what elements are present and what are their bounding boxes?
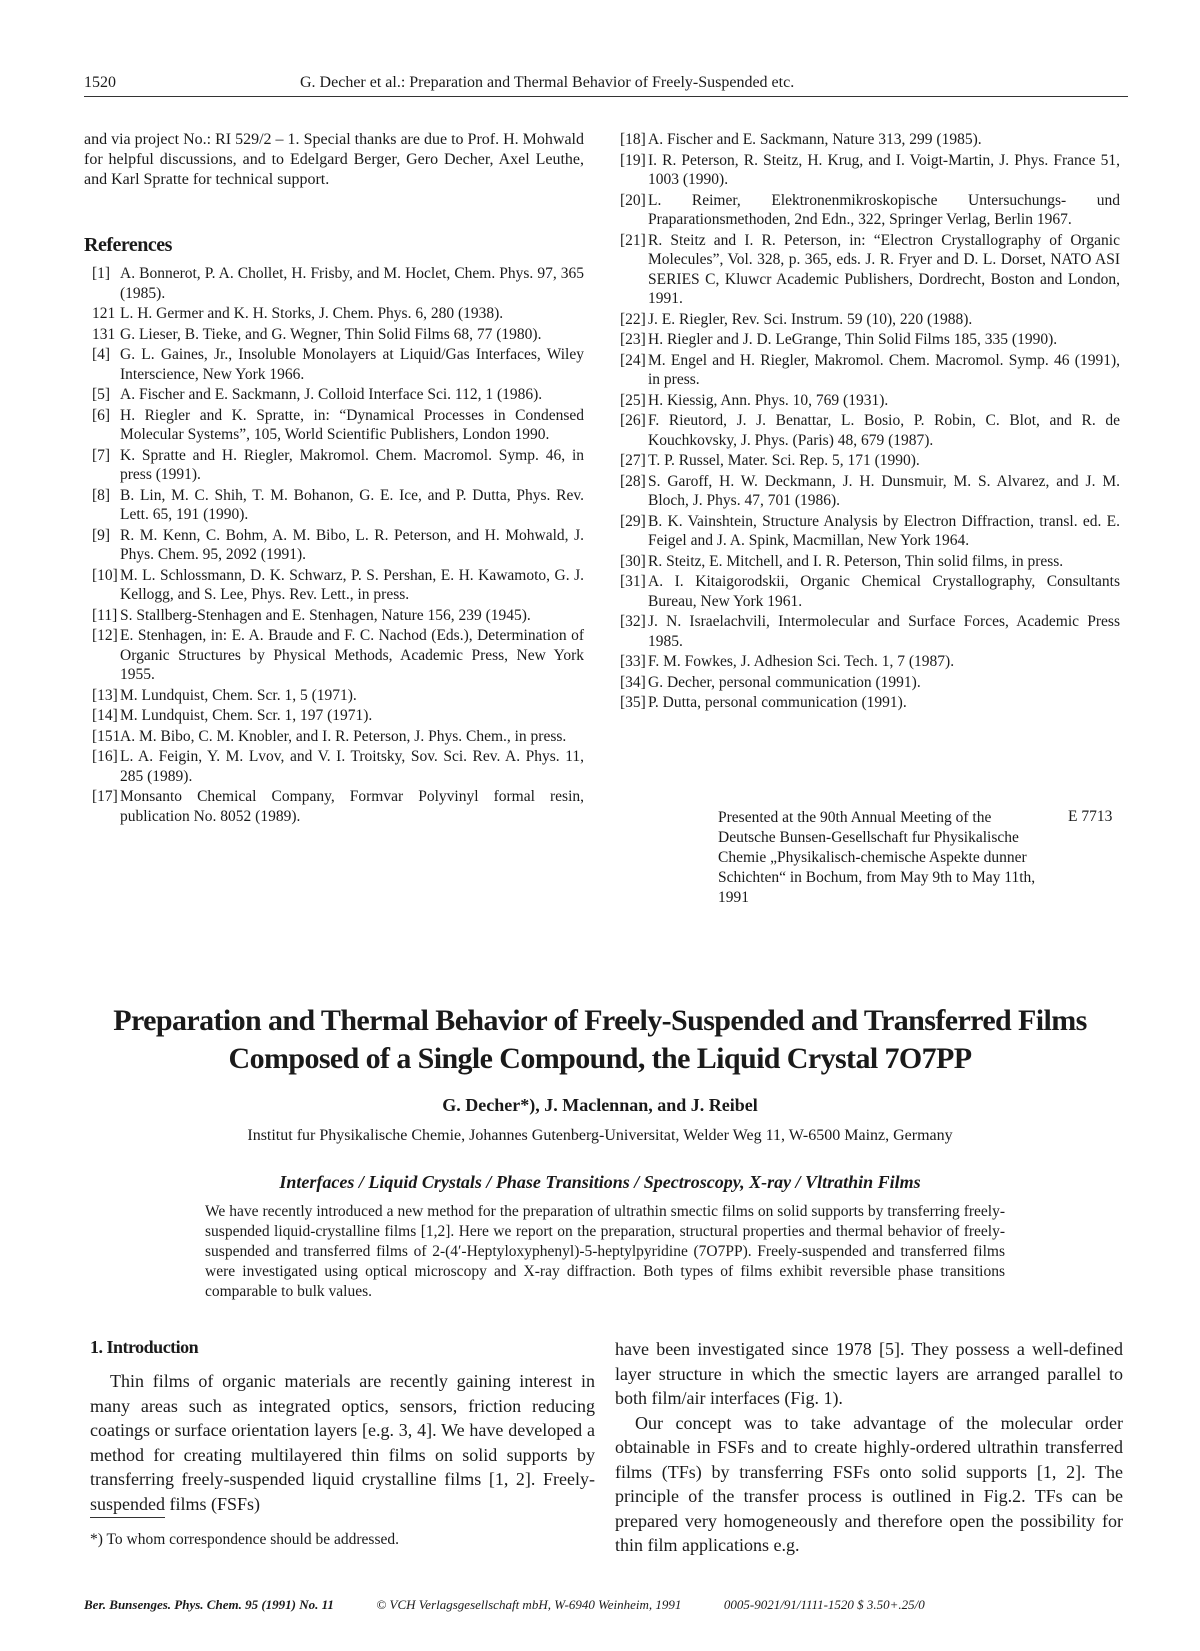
reference-item	[612, 572, 1120, 611]
reference-text: R. Steitz, E. Mitchell, and I. R. Peterson, Thin solid films, in press.	[648, 552, 1064, 570]
reference-number: [9]	[92, 526, 111, 544]
reference-item	[84, 686, 584, 706]
reference-item	[612, 191, 1120, 230]
reference-item	[612, 472, 1120, 511]
reference-item	[84, 385, 584, 405]
reference-text: M. Lundquist, Chem. Scr. 1, 197 (1971).	[120, 707, 373, 724]
reference-number: [13]	[92, 686, 118, 704]
reference-item	[84, 747, 584, 786]
reference-item	[84, 727, 584, 747]
footnote: *) To whom correspondence should be addressed.	[90, 1531, 399, 1548]
reference-item	[84, 325, 584, 345]
reference-item	[84, 606, 584, 626]
page-footer	[84, 1597, 925, 1613]
acknowledgement: and via project No.: RI 529/2 – 1. Special thanks are due to Prof. H. Mohwald for helpful discussions, and to Edelgard Berger, Gero Decher, Axel Leuthe, and Karl Spratte for technical support.	[84, 131, 584, 188]
reference-text: S. Stallberg-Stenhagen and E. Stenhagen, Nature 156, 239 (1945).	[120, 606, 531, 624]
reference-number: [5]	[92, 386, 111, 403]
page-number: 1520	[84, 74, 116, 91]
reference-text: L. H. Germer and K. H. Storks, J. Chem. Phys. 6, 280 (1938).	[120, 305, 504, 322]
reference-number: [14]	[92, 707, 118, 724]
reference-text: F. M. Fowkes, J. Adhesion Sci. Tech. 1, 7 (1987).	[648, 653, 955, 670]
reference-item	[612, 451, 1120, 471]
references-left	[84, 264, 584, 827]
reference-number: [32]	[620, 613, 646, 630]
reference-item	[612, 693, 1120, 713]
reference-item	[612, 652, 1120, 672]
reference-item	[612, 552, 1120, 572]
reference-number: [4]	[92, 346, 111, 363]
reference-text: S. Garoff, H. W. Deckmann, J. H. Dunsmuir, M. S. Alvarez, and J. M. Bloch, J. Phys. 47, 701 (1986).	[648, 472, 1120, 509]
article-title-line2: Composed of a Single Compound, the Liquid Crystal 7O7PP	[228, 1042, 972, 1075]
reference-item	[612, 351, 1120, 390]
reference-item	[84, 345, 584, 384]
reference-number: [10]	[92, 566, 118, 584]
reference-number: [20]	[620, 191, 646, 209]
reference-number: [11]	[92, 606, 118, 624]
reference-number: [17]	[92, 788, 118, 805]
intro-left-paragraph: Thin films of organic materials are recently gaining interest in many areas such as integrated optics, sensors, friction reducing coatings or surface orientation layers [e.g. 3, 4]. We have developed a method for creating multilayered thin films on solid supports by transferring freely-suspended liquid crystalline films [1, 2]. Freely-suspended films (FSFs)	[90, 1371, 595, 1514]
reference-item	[612, 231, 1120, 309]
reference-number: 131	[92, 325, 116, 343]
reference-number: [7]	[92, 446, 111, 464]
reference-number: [25]	[620, 391, 646, 409]
reference-number: [21]	[620, 231, 646, 249]
reference-text: A. M. Bibo, C. M. Knobler, and I. R. Peterson, J. Phys. Chem., in press.	[120, 727, 567, 745]
reference-text: M. Engel and H. Riegler, Makromol. Chem. Macromol. Symp. 46 (1991), in press.	[648, 351, 1120, 388]
reference-item	[84, 566, 584, 605]
affiliation: Institut fur Physikalische Chemie, Johannes Gutenberg-Universitat, Welder Weg 11, W-6500 Mainz, Germany	[247, 1127, 953, 1144]
reference-text: H. Riegler and K. Spratte, in: “Dynamical Processes in Condensed Molecular Systems”, 105, World Scientific Publishers, London 1990.	[120, 406, 584, 443]
reference-text: H. Riegler and J. D. LeGrange, Thin Solid Films 185, 335 (1990).	[648, 331, 1058, 348]
reference-text: M. L. Schlossmann, D. K. Schwarz, P. S. Pershan, E. H. Kawamoto, G. J. Kellogg, and S. Lee, Phys. Rev. Lett., in press.	[120, 566, 584, 603]
reference-number: [6]	[92, 406, 111, 424]
reference-number: [30]	[620, 552, 646, 570]
reference-text: T. P. Russel, Mater. Sci. Rep. 5, 171 (1990).	[648, 452, 920, 469]
reference-number: [33]	[620, 653, 646, 670]
reference-text: G. L. Gaines, Jr., Insoluble Monolayers at Liquid/Gas Interfaces, Wiley Interscience, New York 1966.	[120, 346, 584, 383]
reference-item	[84, 787, 584, 826]
reference-item	[84, 706, 584, 726]
reference-text: M. Lundquist, Chem. Scr. 1, 5 (1971).	[120, 686, 357, 704]
presented-code: E 7713	[1068, 808, 1113, 825]
article-title	[60, 1002, 1140, 1078]
reference-number: 121	[92, 305, 116, 322]
reference-text: A. I. Kitaigorodskii, Organic Chemical Crystallography, Consultants Bureau, New York 1961.	[648, 573, 1120, 610]
reference-number: [151	[92, 727, 121, 745]
reference-text: A. Fischer and E. Sackmann, J. Colloid Interface Sci. 112, 1 (1986).	[120, 386, 543, 403]
reference-text: A. Fischer and E. Sackmann, Nature 313, 299 (1985).	[648, 131, 982, 148]
reference-item	[612, 391, 1120, 411]
abstract: We have recently introduced a new method for the preparation of ultrathin smectic films on solid supports by transferring freely-suspended liquid-crystalline films [1,2]. Here we report on the preparation, structural properties and thermal behavior of freely-suspended and transferred films of 2-(4′-Heptyloxyphenyl)-5-heptylpyridine (7O7PP). Freely-suspended and transferred films were investigated using optical microscopy and X-ray diffraction. Both types of films exhibit reversible phase transitions comparable to bulk values.	[205, 1203, 1005, 1300]
reference-number: [1]	[92, 265, 111, 282]
footnote-rule	[90, 1517, 165, 1518]
reference-item	[612, 130, 1120, 150]
reference-number: [16]	[92, 748, 118, 765]
reference-item	[612, 512, 1120, 551]
footer-copyright: © VCH Verlagsgesellschaft mbH, W-6940 Weinheim, 1991	[376, 1597, 682, 1612]
reference-text: E. Stenhagen, in: E. A. Braude and F. C. Nachod (Eds.), Determination of Organic Structures by Physical Methods, Academic Press, New York 1955.	[120, 627, 584, 683]
references-right	[612, 130, 1120, 714]
reference-item	[84, 626, 584, 685]
reference-text: L. Reimer, Elektronenmikroskopische Untersuchungs- und Praparationsmethoden, 2nd Edn., 322, Springer Verlag, Berlin 1967.	[648, 191, 1120, 228]
reference-text: R. M. Kenn, C. Bohm, A. M. Bibo, L. R. Peterson, and H. Mohwald, J. Phys. Chem. 95, 2092 (1991).	[120, 526, 584, 563]
reference-item	[84, 486, 584, 525]
header-rule	[84, 96, 1128, 97]
reference-number: [8]	[92, 486, 111, 504]
footer-code: 0005-9021/91/1111-1520 $ 3.50+.25/0	[723, 1597, 925, 1612]
intro-right-paragraph-1: have been investigated since 1978 [5]. They possess a well-defined layer structure in which the smectic layers are arranged parallel to both film/air interfaces (Fig. 1).	[615, 1339, 1123, 1408]
references-heading: References	[84, 234, 172, 256]
running-head: G. Decher et al.: Preparation and Thermal Behavior of Freely-Suspended etc.	[300, 74, 795, 91]
reference-text: H. Kiessig, Ann. Phys. 10, 769 (1931).	[648, 391, 889, 409]
reference-number: [18]	[620, 131, 646, 148]
reference-text: G. Lieser, B. Tieke, and G. Wegner, Thin Solid Films 68, 77 (1980).	[120, 325, 542, 343]
intro-right-paragraph-2: Our concept was to take advantage of the molecular order obtainable in FSFs and to create highly-ordered ultrathin transferred films (TFs) by transferring FSFs onto solid supports [1, 2]. The principle of the transfer process is outlined in Fig.2. TFs can be prepared very homogeneously and therefore open the possibility for thin film applications e.g.	[615, 1412, 1123, 1555]
section-heading: 1. Introduction	[90, 1337, 199, 1357]
reference-number: [23]	[620, 331, 646, 348]
reference-text: P. Dutta, personal communication (1991).	[648, 694, 907, 711]
reference-item	[612, 151, 1120, 190]
presented-note: Presented at the 90th Annual Meeting of the Deutsche Bunsen-Gesellschaft fur Physikalische Chemie „Physikalisch-chemische Aspekte dunner Schichten“ in Bochum, from May 9th to May 11th, 1991	[718, 809, 1036, 906]
reference-number: [27]	[620, 452, 646, 469]
reference-number: [22]	[620, 310, 646, 328]
reference-text: J. N. Israelachvili, Intermolecular and Surface Forces, Academic Press 1985.	[648, 613, 1120, 650]
reference-number: [26]	[620, 412, 646, 429]
reference-number: [34]	[620, 673, 646, 691]
reference-text: B. Lin, M. C. Shih, T. M. Bohanon, G. E. Ice, and P. Dutta, Phys. Rev. Lett. 65, 191 (1990).	[120, 486, 584, 523]
footer-journal: Ber. Bunsenges. Phys. Chem. 95 (1991) No. 11	[84, 1597, 334, 1612]
reference-number: [35]	[620, 694, 646, 711]
reference-item	[84, 304, 584, 324]
reference-number: [12]	[92, 627, 118, 644]
reference-text: F. Rieutord, J. J. Benattar, L. Bosio, P. Robin, C. Blot, and R. de Kouchkovsky, J. Phys. (Paris) 48, 679 (1987).	[648, 412, 1120, 449]
reference-item	[612, 330, 1120, 350]
reference-item	[612, 673, 1120, 693]
reference-number: [19]	[620, 151, 646, 169]
reference-text: G. Decher, personal communication (1991).	[648, 673, 921, 691]
reference-item	[612, 310, 1120, 330]
reference-text: B. K. Vainshtein, Structure Analysis by Electron Diffraction, transl. ed. E. Feigel and J. A. Spink, Macmillan, New York 1964.	[648, 512, 1120, 549]
authors: G. Decher*), J. Maclennan, and J. Reibel	[442, 1095, 758, 1115]
reference-item	[84, 446, 584, 485]
reference-item	[84, 526, 584, 565]
article-title-line1: Preparation and Thermal Behavior of Freely-Suspended and Transferred Films	[113, 1004, 1087, 1037]
reference-number: [28]	[620, 472, 646, 490]
reference-text: Monsanto Chemical Company, Formvar Polyvinyl formal resin, publication No. 8052 (1989).	[120, 788, 584, 825]
reference-item	[612, 411, 1120, 450]
reference-text: L. A. Feigin, Y. M. Lvov, and V. I. Troitsky, Sov. Sci. Rev. A. Phys. 11, 285 (1989).	[120, 748, 584, 785]
reference-number: [31]	[620, 573, 646, 590]
reference-text: J. E. Riegler, Rev. Sci. Instrum. 59 (10), 220 (1988).	[648, 310, 973, 328]
reference-number: [24]	[620, 351, 646, 369]
reference-item	[84, 264, 584, 303]
reference-text: A. Bonnerot, P. A. Chollet, H. Frisby, and M. Hoclet, Chem. Phys. 97, 365 (1985).	[120, 265, 584, 302]
reference-text: K. Spratte and H. Riegler, Makromol. Chem. Macromol. Symp. 46, in press (1991).	[120, 446, 584, 483]
reference-item	[84, 406, 584, 445]
intro-right-column	[615, 1337, 1123, 1558]
reference-text: R. Steitz and I. R. Peterson, in: “Electron Crystallography of Organic Molecules”, Vol. 328, p. 365, eds. J. R. Fryer and D. L. Dorset, NATO ASI SERIES C, Kluwcr Academic Publishers, Dordrecht, Boston and London, 1991.	[648, 231, 1120, 307]
reference-item	[612, 612, 1120, 651]
reference-number: [29]	[620, 512, 646, 530]
reference-text: I. R. Peterson, R. Steitz, H. Krug, and I. Voigt-Martin, J. Phys. France 51, 1003 (1990).	[648, 151, 1120, 188]
keywords: Interfaces / Liquid Crystals / Phase Transitions / Spectroscopy, X-ray / Vltrathin Films	[279, 1172, 921, 1192]
